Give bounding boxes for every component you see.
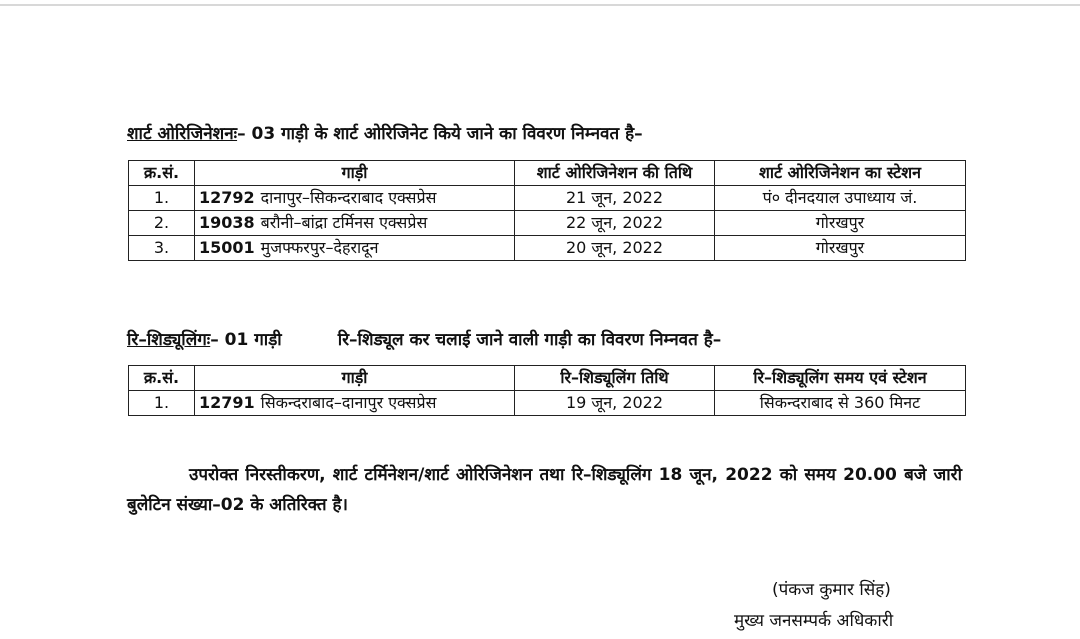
table-header-row bbox=[129, 366, 966, 391]
signatory-name: (पंकज कुमार सिंह) bbox=[772, 580, 891, 600]
date-cell: 21 जून, 2022 bbox=[515, 186, 715, 211]
train-cell bbox=[195, 211, 515, 236]
short-origination-heading-text: – 03 गाड़ी के शार्ट ओरिजिनेट किये जाने का विवरण निम्नवत है– bbox=[237, 124, 643, 144]
station-cell: गोरखपुर bbox=[715, 236, 966, 261]
rescheduling-heading-text: रि–शिड्यूल कर चलाई जाने वाली गाड़ी का विवरण निम्नवत है– bbox=[337, 330, 722, 350]
time-station-cell: सिकन्दराबाद से 360 मिनट bbox=[715, 391, 966, 416]
signatory-title: मुख्य जनसम्पर्क अधिकारी bbox=[734, 611, 894, 631]
train-name: दानापुर–सिकन्दराबाद एक्सप्रेस bbox=[260, 188, 437, 207]
column-header-time-station: रि–शिड्यूलिंग समय एवं स्टेशन bbox=[715, 366, 966, 391]
short-origination-table bbox=[128, 160, 966, 261]
train-cell bbox=[195, 186, 515, 211]
short-origination-heading bbox=[127, 121, 643, 144]
note-paragraph bbox=[127, 460, 962, 520]
table-row bbox=[129, 186, 966, 211]
rescheduling-label: रि–शिड्यूलिंगः bbox=[127, 330, 211, 350]
column-header-train: गाड़ी bbox=[195, 366, 515, 391]
short-origination-label: शार्ट ओरिजिनेशनः bbox=[127, 124, 238, 144]
column-header-serial: क्र.सं. bbox=[129, 161, 195, 186]
column-header-station: शार्ट ओरिजिनेशन का स्टेशन bbox=[715, 161, 966, 186]
train-name: बरौनी–बांद्रा टर्मिनस एक्सप्रेस bbox=[260, 213, 428, 232]
table-header-row bbox=[129, 161, 966, 186]
train-cell bbox=[195, 236, 515, 261]
table-row bbox=[129, 391, 966, 416]
column-header-date: रि–शिड्यूलिंग तिथि bbox=[515, 366, 715, 391]
note-text: उपरोक्त निरस्तीकरण, शार्ट टर्मिनेशन/शार्ट ओरिजिनेशन तथा रि–शिड्यूलिंग 18 जून, 2022 को समय 20.00 बजे जारी बुलेटिन संख्या–02 के अतिरिक्त है। bbox=[127, 465, 962, 515]
column-header-serial: क्र.सं. bbox=[129, 366, 195, 391]
rescheduling-table bbox=[128, 365, 966, 416]
rescheduling-count: – 01 गाड़ी bbox=[210, 330, 282, 350]
train-number: 12791 bbox=[199, 393, 255, 412]
train-number: 12792 bbox=[199, 188, 255, 207]
column-header-date: शार्ट ओरिजिनेशन की तिथि bbox=[515, 161, 715, 186]
date-cell: 19 जून, 2022 bbox=[515, 391, 715, 416]
column-header-train: गाड़ी bbox=[195, 161, 515, 186]
train-name: मुजफ्फरपुर–देहरादून bbox=[260, 238, 379, 257]
table-row bbox=[129, 211, 966, 236]
station-cell: पं० दीनदयाल उपाध्याय जं. bbox=[715, 186, 966, 211]
serial-cell: 2. bbox=[129, 211, 195, 236]
train-number: 15001 bbox=[199, 238, 255, 257]
station-cell: गोरखपुर bbox=[715, 211, 966, 236]
date-cell: 20 जून, 2022 bbox=[515, 236, 715, 261]
date-cell: 22 जून, 2022 bbox=[515, 211, 715, 236]
train-cell bbox=[195, 391, 515, 416]
page-top-rule bbox=[0, 4, 1080, 6]
serial-cell: 1. bbox=[129, 391, 195, 416]
serial-cell: 1. bbox=[129, 186, 195, 211]
serial-cell: 3. bbox=[129, 236, 195, 261]
table-row bbox=[129, 236, 966, 261]
rescheduling-heading bbox=[127, 327, 721, 350]
train-number: 19038 bbox=[199, 213, 255, 232]
train-name: सिकन्दराबाद–दानापुर एक्सप्रेस bbox=[260, 393, 437, 412]
